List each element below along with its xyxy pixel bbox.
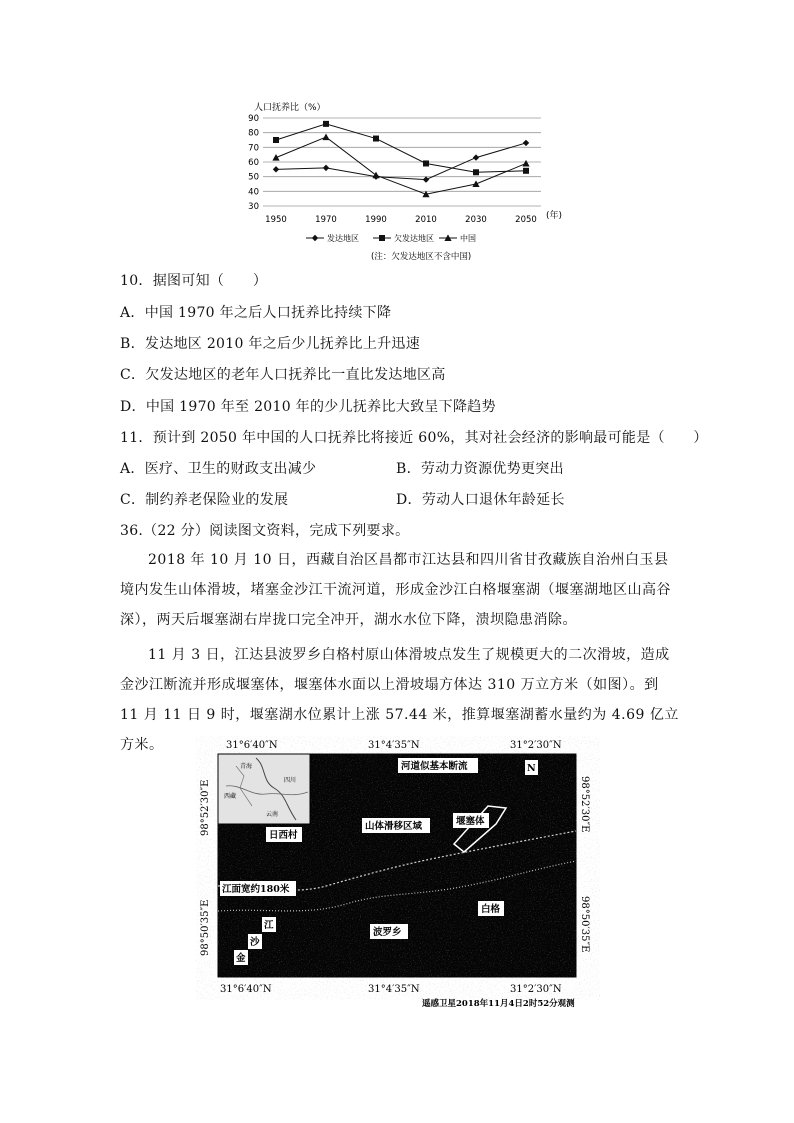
y-tick-50: 50	[248, 172, 259, 183]
legend-item-1	[373, 233, 434, 243]
x-tick-1950: 1950	[265, 215, 287, 225]
series-2-point-0	[272, 154, 279, 161]
x-tick-2050: 2050	[515, 215, 537, 225]
series-line-1	[276, 124, 526, 172]
series-1-point-1	[323, 121, 329, 127]
paragraph-2: 11 月 3 日，江达县波罗乡白格村原山体滑坡点发生了规模更大的二次滑坡，造成金沙江断流并形成堰塞体，堰塞体水面以上滑坡塌方体达 310 万立方米（如图）。到 11 月 11 日 9 时，堰塞湖水位累计上涨 57.44 米，推算堰塞湖蓄水量约为 4.69 亿立方米。	[120, 647, 679, 753]
label-dam: 堰塞体	[456, 816, 485, 827]
series-1-point-4	[473, 169, 479, 175]
q11-option-b: B．劳动力资源优势更突出	[396, 461, 564, 477]
question-10: 10．据图可知（ ）	[120, 273, 268, 289]
series-0-point-0	[273, 166, 279, 172]
dependency-ratio-chart	[236, 96, 566, 268]
inset-label-sichuan: 四川	[284, 777, 297, 784]
legend-marker-1	[379, 235, 385, 241]
series-line-0	[276, 143, 526, 180]
legend-label-1: 欠发达地区	[394, 234, 434, 243]
y-tick-40: 40	[248, 187, 259, 198]
lat-bottom-1: 31°6′40″N	[220, 984, 272, 995]
question-36: 36.（22 分）阅读图文资料，完成下列要求。	[120, 523, 410, 539]
chart-note: (注：欠发达地区不含中国)	[371, 252, 472, 262]
lat-bottom-2: 31°4′35″N	[368, 984, 420, 995]
inset-label-qinghai: 青海	[240, 763, 253, 770]
label-baige: 白格	[481, 904, 501, 915]
legend-marker-0	[312, 235, 318, 241]
q11-option-d: D．劳动人口退休年龄延长	[396, 492, 565, 508]
map-caption: 遥感卫星2018年11月4日2时52分观测	[422, 999, 575, 1009]
q10-option-c: C．欠发达地区的老年人口抚养比一直比发达地区高	[120, 367, 446, 383]
inset-label-xizang: 西藏	[224, 793, 237, 800]
lon-right-2: 98°50′35″E	[579, 896, 590, 953]
label-boluo-township: 波罗乡	[373, 927, 402, 938]
lat-top-3: 31°2′30″N	[510, 740, 562, 751]
y-tick-labels	[248, 114, 259, 212]
lon-left-2: 98°50′35″E	[200, 899, 211, 956]
x-tick-2010: 2010	[415, 215, 437, 225]
legend-item-0	[306, 233, 359, 243]
series-2-point-2	[372, 172, 379, 179]
x-tick-1990: 1990	[365, 215, 387, 225]
lat-top-2: 31°4′35″N	[368, 740, 420, 751]
lat-bottom-3: 31°2′30″N	[510, 984, 562, 995]
series-2-point-5	[522, 160, 529, 167]
series-2-point-4	[472, 180, 479, 187]
q11-option-c: C．制约养老保险业的发展	[120, 492, 289, 508]
q10-option-b: B．发达地区 2010 年之后少儿抚养比上升迅速	[120, 336, 421, 352]
y-tick-80: 80	[248, 128, 259, 139]
series-1	[273, 121, 529, 175]
paragraph-1: 2018 年 10 月 10 日，西藏自治区昌都市江达县和四川省甘孜藏族自治州白玉县境内发生山体滑坡，堵塞金沙江干流河道，形成金沙江白格堰塞湖（堰塞湖地区山高谷深），两天后堰塞湖右岸拢口完全冲开，湖水水位下降，溃坝隐患消除。	[120, 552, 671, 628]
q10-option-d: D．中国 1970 年至 2010 年的少儿抚养比大致呈下降趋势	[120, 399, 496, 415]
y-tick-60: 60	[248, 158, 259, 168]
label-riverflow: 河道似基本断流	[401, 761, 468, 772]
inset-label-yunnan: 云南	[266, 811, 279, 818]
series-1-point-5	[523, 168, 529, 174]
map-lat-bottom	[220, 984, 562, 995]
series-2	[272, 133, 529, 197]
chart-title: 人口抚养比（%）	[254, 103, 326, 113]
series-2-point-1	[322, 133, 329, 140]
satellite-map	[196, 736, 600, 1012]
y-tick-70: 70	[248, 143, 259, 154]
lon-right-1: 98°52′30″E	[579, 776, 590, 833]
series-0-point-3	[423, 176, 429, 182]
series-1-point-0	[273, 137, 279, 143]
chart-legend	[306, 233, 476, 243]
series-1-point-2	[373, 136, 379, 142]
question-11: 11．预计到 2050 年中国的人口抚养比将接近 60%，其对社会经济的影响最可能是（ ）	[120, 430, 708, 446]
series-line-2	[276, 137, 526, 194]
series-1-point-3	[423, 160, 429, 166]
lat-top-1: 31°6′40″N	[226, 740, 278, 751]
x-tick-labels	[265, 215, 537, 225]
legend-label-0: 发达地区	[327, 234, 359, 243]
label-jin: 金	[236, 953, 246, 964]
q11-option-a: A．医疗、卫生的财政支出减少	[120, 461, 317, 477]
x-axis-unit: (年)	[546, 211, 563, 221]
x-tick-1970: 1970	[315, 215, 337, 225]
inset-location-map	[218, 754, 310, 824]
q10-option-a: A．中国 1970 年之后人口抚养比持续下降	[120, 305, 392, 321]
legend-label-2: 中国	[460, 234, 476, 243]
y-tick-30: 30	[248, 202, 259, 212]
legend-item-2	[439, 233, 476, 243]
label-jiang: 江	[264, 920, 274, 931]
label-river-width: 江面宽约180米	[222, 884, 290, 895]
series-0-point-4	[473, 154, 479, 160]
x-tick-2030: 2030	[465, 215, 487, 225]
series-0-point-1	[323, 165, 329, 171]
label-sha: 沙	[250, 937, 260, 948]
label-rixi-village: 日西村	[269, 830, 298, 841]
north-arrow: N	[527, 763, 536, 774]
lon-left-1: 98°52′30″E	[200, 779, 211, 836]
label-slide-area: 山体滑移区域	[365, 821, 423, 832]
map-lat-top	[226, 740, 562, 751]
y-tick-90: 90	[248, 114, 259, 124]
series-0-point-5	[523, 140, 529, 146]
